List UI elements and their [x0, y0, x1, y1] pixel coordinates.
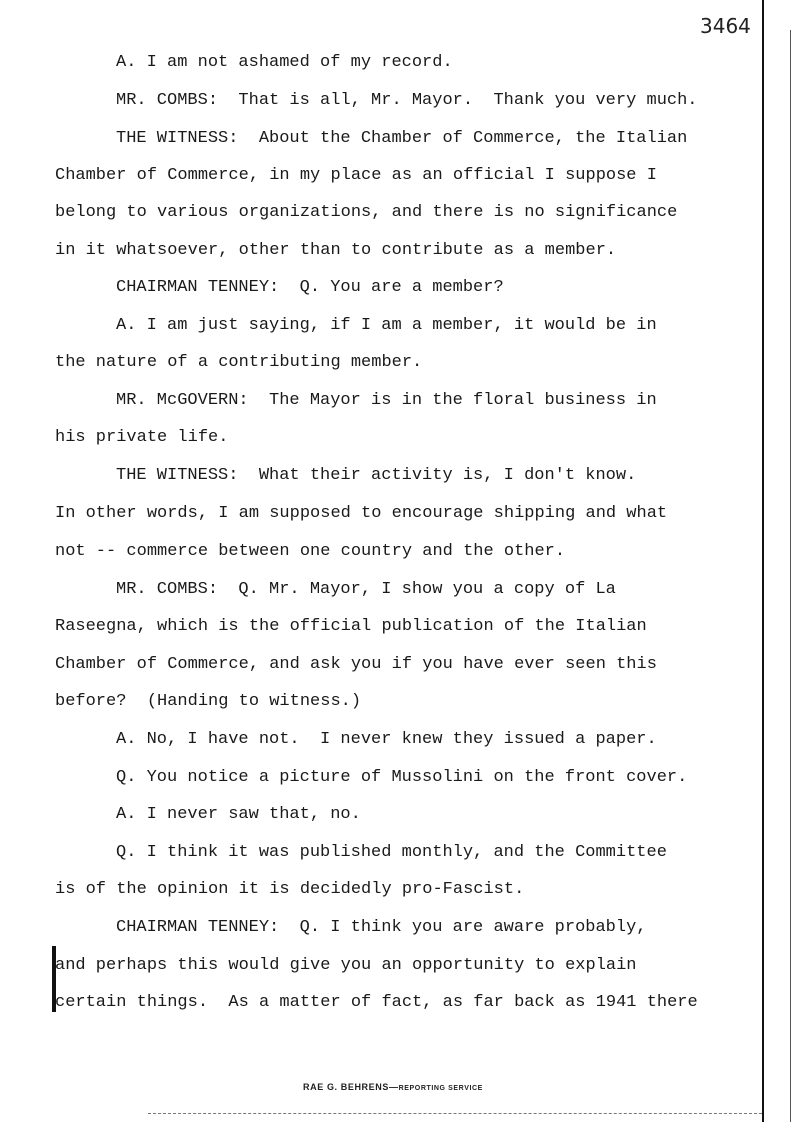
transcript-line: THE WITNESS: About the Chamber of Commerce, the Italian [116, 129, 688, 148]
transcript-line: MR. McGOVERN: The Mayor is in the floral business in [116, 391, 657, 410]
page-number: 3464 [700, 14, 751, 38]
transcript-line: CHAIRMAN TENNEY: Q. I think you are aware probably, [116, 918, 647, 937]
transcript-line: A. I am just saying, if I am a member, it would be in [116, 316, 657, 335]
reporting-service-footer [0, 1082, 786, 1092]
transcript-line: and perhaps this would give you an opportunity to explain [55, 956, 637, 975]
transcript-line: not -- commerce between one country and the other. [55, 542, 566, 561]
right-edge-rule [790, 30, 791, 1122]
transcript-line: Raseegna, which is the official publication of the Italian [55, 617, 647, 636]
transcript-line: before? (Handing to witness.) [55, 692, 362, 711]
transcript-line: certain things. As a matter of fact, as far back as 1941 there [55, 993, 698, 1012]
footer-dash: — [388, 1082, 399, 1092]
bottom-rule [148, 1113, 762, 1115]
transcript-line: A. No, I have not. I never knew they issued a paper. [116, 730, 657, 749]
transcript-line: MR. COMBS: Q. Mr. Mayor, I show you a copy of La [116, 580, 616, 599]
transcript-line: Chamber of Commerce, in my place as an official I suppose I [55, 166, 657, 185]
transcript-line: is of the opinion it is decidedly pro-Fascist. [55, 880, 525, 899]
transcript-line: Q. You notice a picture of Mussolini on the front cover. [116, 768, 688, 787]
transcript-line: THE WITNESS: What their activity is, I don't know. [116, 466, 637, 485]
transcript-line: CHAIRMAN TENNEY: Q. You are a member? [116, 278, 504, 297]
service-label: REPORTING SERVICE [398, 1085, 483, 1092]
transcript-line: belong to various organizations, and there is no significance [55, 203, 678, 222]
right-margin-rule [762, 0, 764, 1122]
reporter-name: RAE G. BEHRENS [303, 1082, 389, 1092]
transcript-line: in it whatsoever, other than to contribute as a member. [55, 241, 617, 260]
transcript-line: Q. I think it was published monthly, and the Committee [116, 843, 667, 862]
transcript-line: In other words, I am supposed to encourage shipping and what [55, 504, 668, 523]
transcript-line: Chamber of Commerce, and ask you if you have ever seen this [55, 655, 657, 674]
transcript-line: A. I am not ashamed of my record. [116, 53, 453, 72]
transcript-line: A. I never saw that, no. [116, 805, 361, 824]
transcript-line: his private life. [55, 428, 229, 447]
transcript-line: MR. COMBS: That is all, Mr. Mayor. Thank you very much. [116, 91, 698, 110]
transcript-line: the nature of a contributing member. [55, 353, 423, 372]
